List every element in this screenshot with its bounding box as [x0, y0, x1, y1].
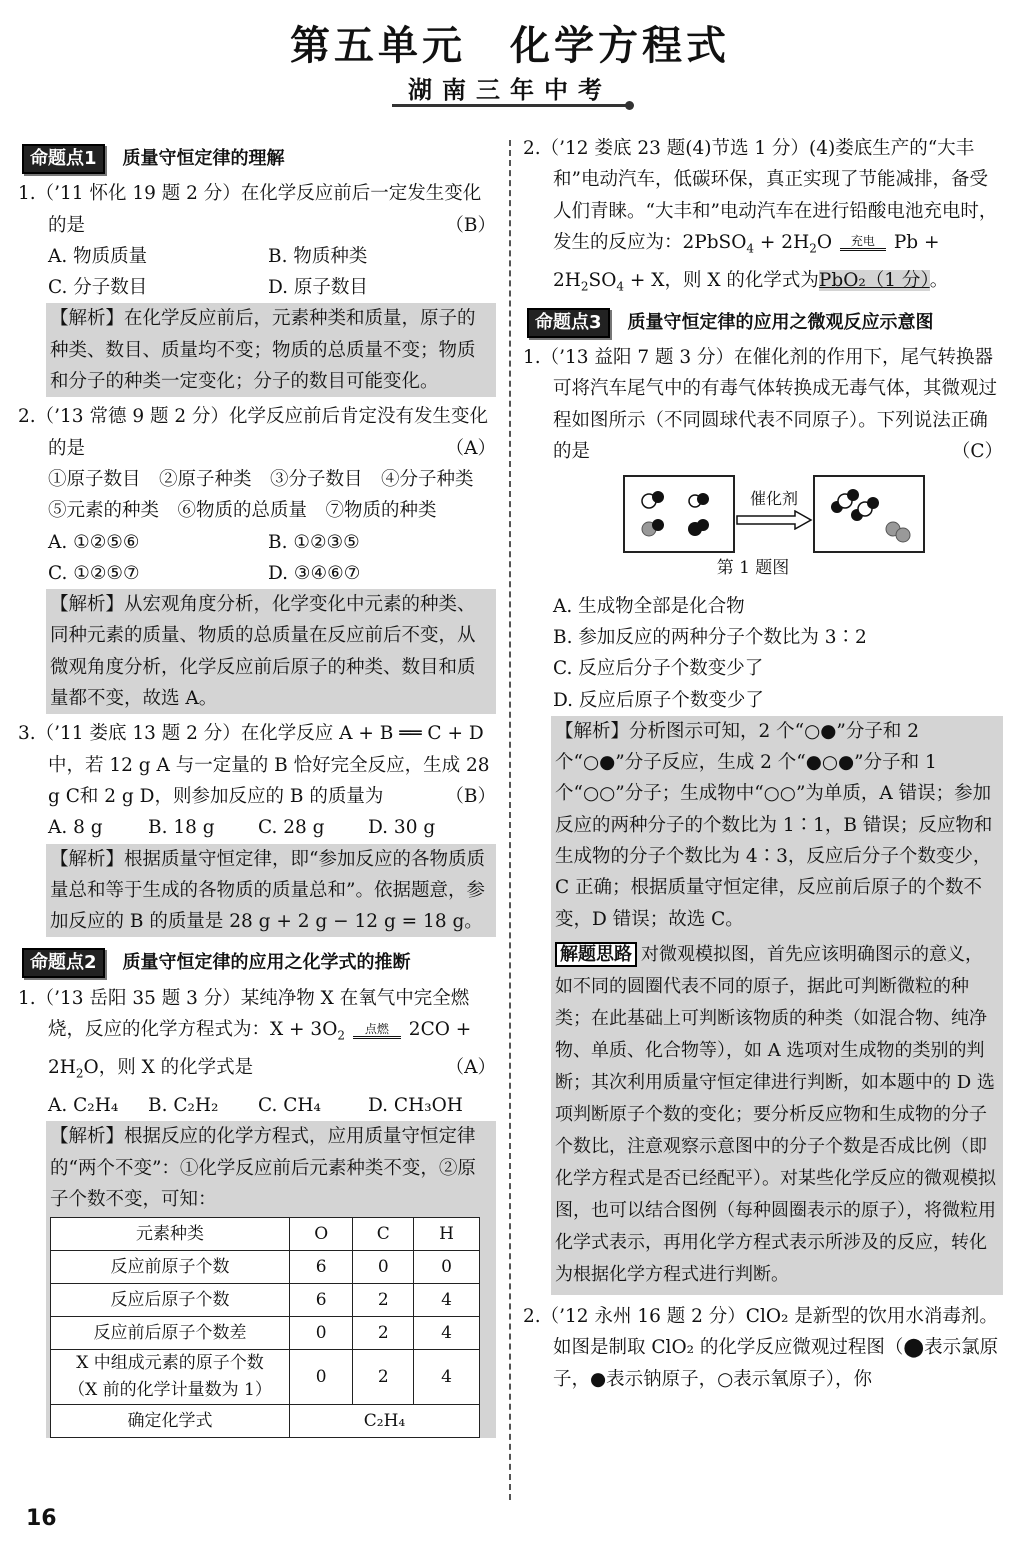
question-1-3 — [18, 718, 496, 812]
table-cell: 6 — [290, 1284, 353, 1317]
options-row — [18, 1090, 496, 1121]
option-d: D. ③④⑥⑦ — [268, 562, 361, 584]
tip-tag: 解题思路 — [555, 942, 637, 967]
product-molecules — [815, 477, 923, 551]
table-cell-line: （X 前的化学计量数为 1） — [68, 1380, 272, 1401]
table-cell: 4 — [414, 1350, 480, 1405]
question-1-2 — [18, 401, 496, 464]
table-cell: 4 — [414, 1317, 480, 1350]
table-cell: 确定化学式 — [51, 1405, 290, 1438]
table-header-row — [51, 1218, 480, 1251]
reactant-box — [623, 475, 735, 553]
table-cell — [51, 1350, 290, 1405]
question-1-1 — [18, 178, 496, 241]
analysis-text: 【解析】根据反应的化学方程式，应用质量守恒定律的“两个不变”：①化学反应前后元素种类不变，②原子个数不变，可知： — [50, 1126, 476, 1210]
table-cell: 4 — [414, 1284, 480, 1317]
question-stem: 2.（’12 娄底 23 题(4)节选 1 分）(4)娄底生产的“大丰和”电动汽车，低碳环保，真正实现了节能减排，备受人们青睐。“大丰和”电动汽车在进行铅酸电池充电时，发生的反应为：2PbSO — [523, 138, 998, 253]
answer-mark: （A） — [445, 437, 496, 459]
subtitle-underline — [392, 104, 628, 107]
option-d: D. CH₃OH — [368, 1094, 463, 1116]
item-list: ①原子数目 ②原子种类 ③分子数目 ④分子种类 ⑤元素的种类 ⑥物质的总质量 ⑦物质的种类 — [48, 468, 493, 522]
table-cell: 反应前原子个数 — [51, 1251, 290, 1284]
analysis-box: 【解析】在化学反应前后，元素种类和质量，原子的种类、数目、质量均不变；物质的总质量不变；物质和分子的种类一定变化；分子的数目可能变化。 — [46, 303, 496, 397]
table-header: 元素种类 — [51, 1218, 290, 1251]
table-header: O — [290, 1218, 353, 1251]
option-b: B. ①②③⑤ — [268, 531, 360, 553]
question-stem: O，则 X 的化学式是 — [83, 1057, 254, 1078]
table-row — [51, 1317, 480, 1350]
question-stem: + X，则 X 的化学式为 — [624, 269, 819, 291]
table-row — [51, 1251, 480, 1284]
question-stem: 1.（’13 岳阳 35 题 3 分）某纯净物 X 在氧气中完全燃烧，反应的化学方程式为：X + 3O — [18, 987, 470, 1041]
filled-answer: PbO₂（1 分） — [818, 269, 930, 291]
reaction-figure — [623, 475, 1003, 553]
answer-mark: （B） — [445, 785, 496, 807]
question-stem: 1.（’11 怀化 19 题 2 分）在化学反应前后一定发生变化的是 — [18, 183, 482, 236]
question-stem: 2.（’12 永州 16 题 2 分）ClO₂ 是新型的饮用水消毒剂。如图是制取 ClO₂ 的化学反应微观过程图（⬤表示氯原子，●表示钠原子，○表示氧原子），你 — [523, 1305, 999, 1390]
table-cell: 6 — [290, 1251, 353, 1284]
options-row — [18, 558, 496, 589]
section-3-heading — [527, 307, 1003, 338]
options-row — [18, 812, 496, 843]
section-title: 质量守恒定律的理解 — [122, 148, 285, 169]
tip-text: 对微观模拟图，首先应该明确图示的意义，如不同的圆圈代表不同的原子，据此可判断微粒的种类；在此基础上可判断该物质的种类（如混合物、纯净物、单质、化合物等），如 A 选项对生成物的类别的判断；其次利用质量守恒定律进行判断，如本题中的 D 选项判断原子个数的变化；要分析反应物和生成物的分子个数比，注意观察示意图中的分子个数是否成比例（即化学方程式是否已经配平）。对某些化学反应的微观模拟图，也可以结合图例（每种圆圈表示的原子），将微粒用化学式表示，再用化学方程式表示所涉及的反应，转化为根据化学方程式进行判断。 — [555, 943, 996, 1285]
option-c: C. CH₄ — [258, 1094, 321, 1116]
question-stem: 1.（’13 益阳 7 题 3 分）在催化剂的作用下，尾气转换器可将汽车尾气中的有毒气体转换成无毒气体，其微观过程如图所示（不同圆球代表不同原子）。下列说法正确的是 — [523, 347, 998, 463]
table-row — [51, 1284, 480, 1317]
question-stem: Pb + 2H — [553, 231, 940, 291]
solution-tip-box — [551, 935, 1003, 1295]
analysis-box: 【解析】分析图示可知，2 个“○●”分子和 2 个“○●”分子反应，生成 2 个“●○●”分子和 1 个“○○”分子；生成物中“○○”为单质，A 错误；参加反应的两种分子的个数比为 1∶1，B 错误；反应物和生成物的分子个数比为 4∶3，反应后分子个数变少，C 正确；根据质量守恒定律，反应前后原子的个数不变，D 错误；故选 C。 — [551, 716, 1003, 935]
option-b: B. 参加反应的两种分子个数比为 3∶2 — [553, 626, 867, 648]
page-number: 16 — [26, 1506, 57, 1531]
right-column — [523, 133, 1003, 1395]
options-row — [18, 527, 496, 558]
question-2-1: 1.（’13 岳阳 35 题 3 分）某纯净物 X 在氧气中完全燃烧，反应的化学方程式为：$X + 3O_2$ 点燃 $2CO + 2H_2O$，则 X 的化学式是 （A） — [18, 983, 496, 1090]
option-b: B. C₂H₂ — [148, 1094, 219, 1116]
option-a: A. C₂H₄ — [48, 1094, 119, 1116]
table-row — [51, 1350, 480, 1405]
catalyst-label: 催化剂 — [749, 488, 798, 508]
question-stem: + 2H — [754, 231, 810, 253]
table-header: H — [414, 1218, 480, 1251]
reaction-condition: 充电 — [850, 234, 875, 249]
section-title: 质量守恒定律的应用之微观反应示意图 — [627, 311, 934, 333]
product-box — [813, 475, 925, 553]
option-b: B. 物质种类 — [268, 245, 368, 267]
option-a: A. 生成物全部是化合物 — [553, 595, 745, 617]
table-cell: 反应后原子个数 — [51, 1284, 290, 1317]
option-d: D. 反应后原子个数变少了 — [553, 689, 764, 711]
answer-mark: （B） — [445, 214, 496, 236]
options-row — [18, 241, 496, 272]
section-title: 质量守恒定律的应用之化学式的推断 — [122, 952, 411, 974]
option-c: C. 分子数目 — [48, 277, 148, 299]
table-header: C — [353, 1218, 414, 1251]
option-b: B. 18 g — [148, 817, 215, 839]
arrow-icon — [735, 510, 813, 530]
question-stem: 。 — [929, 269, 949, 291]
section-2-heading — [22, 947, 496, 978]
option-c: C. 反应后分子个数变少了 — [553, 658, 764, 680]
analysis-box — [46, 1121, 496, 1438]
table-cell: C₂H₄ — [290, 1405, 480, 1438]
question-3-2 — [523, 1301, 1003, 1395]
option-d: D. 原子数目 — [268, 277, 368, 299]
page-subtitle: 湖南三年中考 — [408, 76, 612, 104]
table-cell: 2 — [353, 1317, 414, 1350]
figure-caption: 第 1 题图 — [716, 558, 790, 579]
table-cell: 0 — [290, 1350, 353, 1405]
section-1-heading — [22, 143, 496, 174]
answer-mark: （C） — [951, 441, 1003, 463]
analysis-box: 【解析】从宏观角度分析，化学变化中元素的种类、同种元素的质量、物质的总质量在反应前后不变，从微观角度分析，化学反应前后原子的种类、数目和质量都不变，故选 A。 — [46, 589, 496, 714]
question-stem: SO — [588, 269, 617, 291]
reactant-molecules — [625, 477, 733, 551]
section-tag: 命题点2 — [22, 948, 105, 978]
question-stem: 3.（’11 娄底 13 题 2 分）在化学反应 A + B ══ C + D 中，若 12 g A 与一定量的 B 恰好完全反应，生成 28 g C和 2 g D，则参加反应的 B 的质量为 — [18, 723, 490, 807]
table-cell: 反应前后原子个数差 — [51, 1317, 290, 1350]
answer-mark: （A） — [445, 1057, 496, 1078]
page-title: 第五单元 化学方程式 — [290, 23, 730, 69]
option-d: D. 30 g — [368, 817, 436, 839]
option-a: A. 物质质量 — [48, 245, 148, 267]
option-c: C. 28 g — [258, 817, 325, 839]
reaction-arrow — [735, 489, 813, 540]
reaction-condition: 点燃 — [364, 1021, 389, 1036]
option-c: C. ①②⑤⑦ — [48, 562, 140, 584]
column-divider — [509, 140, 511, 1500]
option-a: A. 8 g — [48, 817, 103, 839]
section-tag: 命题点3 — [527, 308, 610, 338]
question-stem: 2.（’13 常德 9 题 2 分）化学反应前后肯定没有发生变化的是 — [18, 406, 489, 459]
option-a: A. ①②⑤⑥ — [48, 531, 140, 553]
table-row — [51, 1405, 480, 1438]
atom-count-table — [50, 1217, 480, 1438]
table-cell: 2 — [353, 1350, 414, 1405]
table-cell: 0 — [353, 1251, 414, 1284]
question-1-2b: 2.（’12 娄底 23 题(4)节选 1 分）(4)娄底生产的“大丰和”电动汽车，低碳环保，真正实现了节能减排，备受人们青睐。“大丰和”电动汽车在进行铅酸电池充电时，发生的反应为：2PbSO$_4$ + $2H_2O$ 充电 $Pb + 2H_2SO_4 + X$，则 X 的化学式为PbO₂（1 分）。 — [523, 138, 998, 294]
table-cell: 0 — [414, 1251, 480, 1284]
table-cell: 2 — [353, 1284, 414, 1317]
table-cell-line: X 中组成元素的原子个数 — [76, 1353, 264, 1374]
options-row — [18, 272, 496, 303]
left-column — [18, 137, 496, 1442]
question-stem: 2H — [48, 1057, 76, 1078]
question-stem: 2CO — [408, 1019, 450, 1041]
table-cell: 0 — [290, 1317, 353, 1350]
question-stem: O — [816, 231, 833, 253]
section-tag: 命题点1 — [22, 144, 105, 174]
analysis-box: 【解析】根据质量守恒定律，即“参加反应的各物质质量总和等于生成的各物质的质量总和”。依据题意，参加反应的 B 的质量是 28 g + 2 g − 12 g = 18 g。 — [46, 844, 496, 938]
question-3-1 — [523, 342, 1003, 467]
